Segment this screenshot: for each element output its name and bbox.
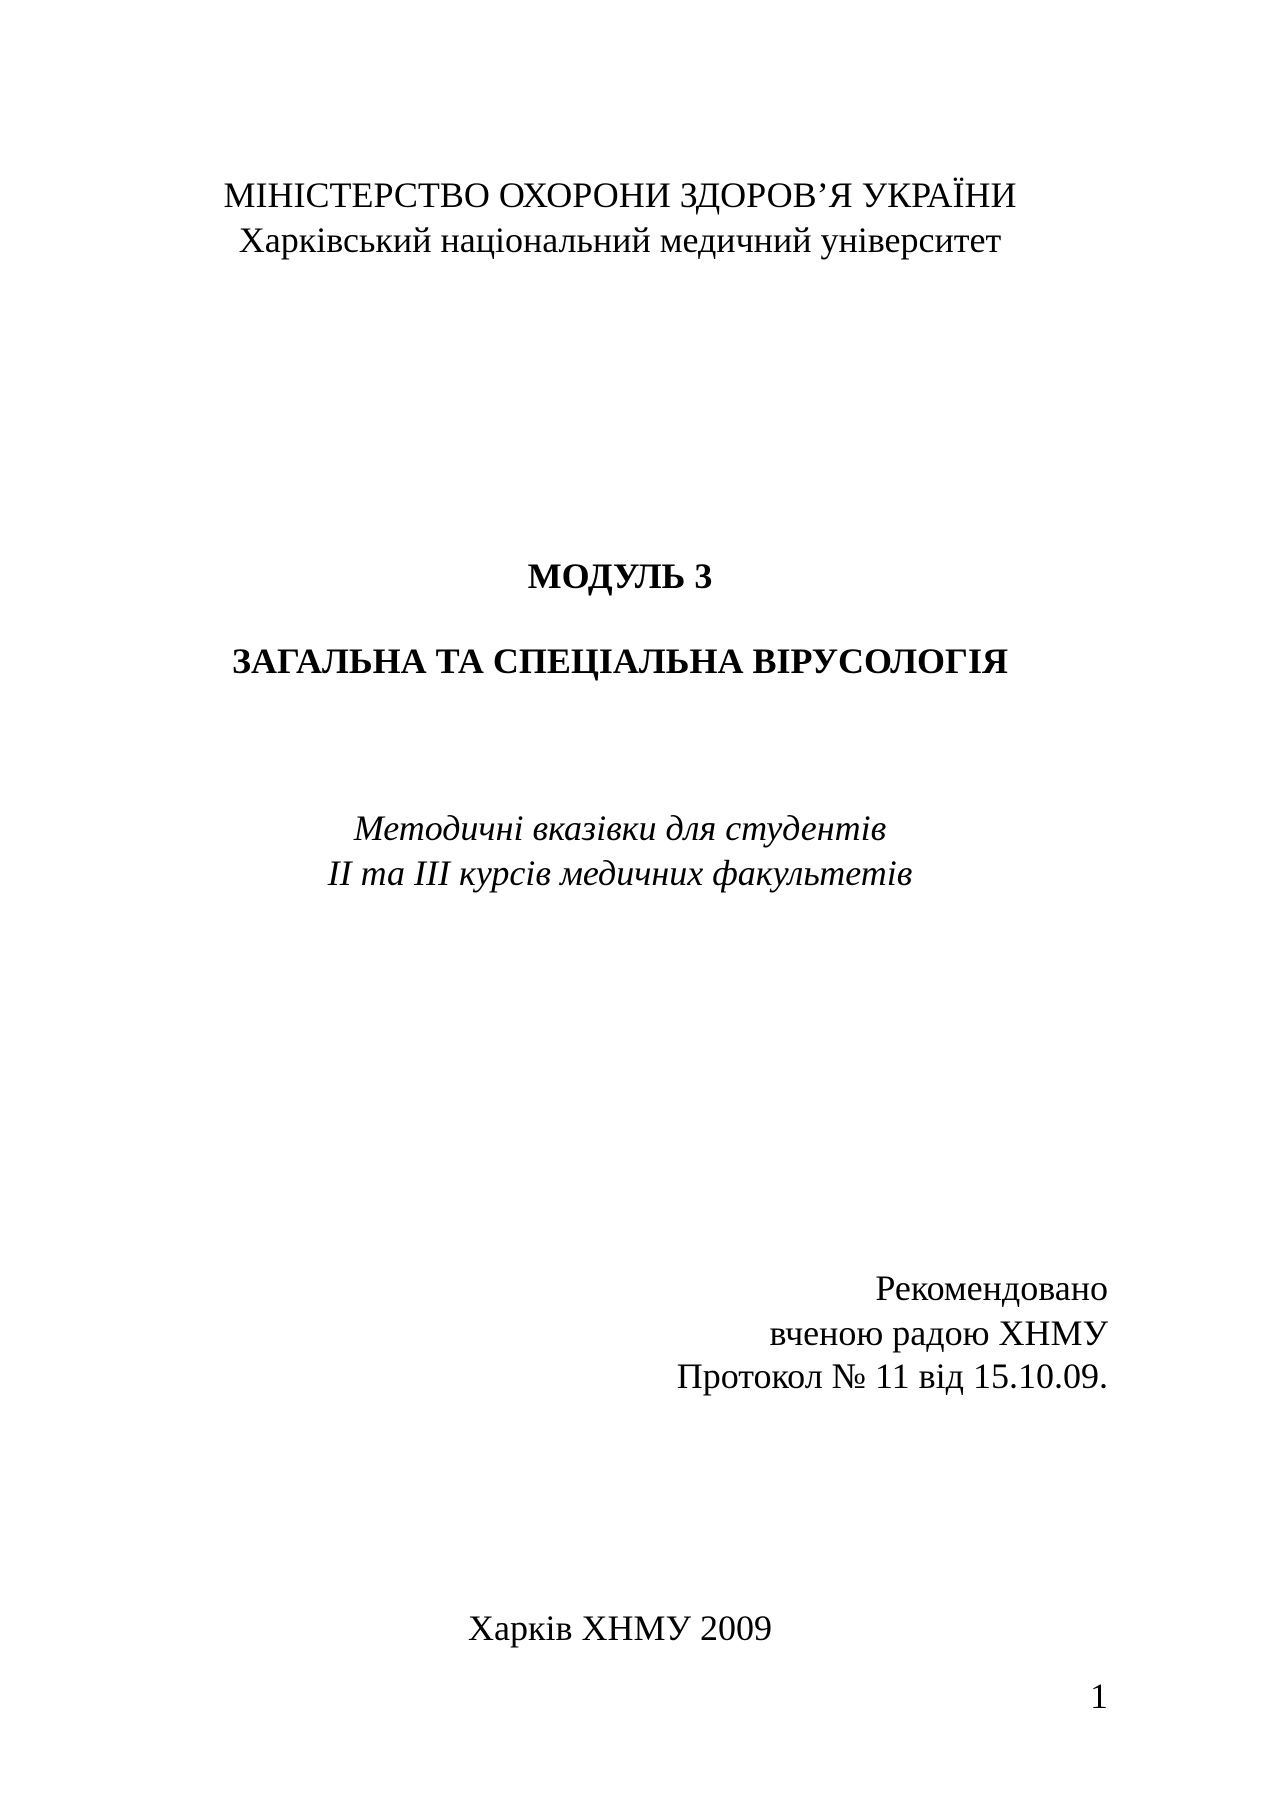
- subject-title: ЗАГАЛЬНА ТА СПЕЦІАЛЬНА ВІРУСОЛОГІЯ: [232, 641, 1008, 681]
- subtitle-line-2: ІІ та ІІІ курсів медичних факультетів: [327, 853, 913, 893]
- place-year: Харків ХНМУ 2009: [468, 1608, 772, 1648]
- university-name: Харківський національний медичний університет: [238, 220, 1002, 260]
- page-number: 1: [1090, 1676, 1108, 1716]
- approval-protocol: Протокол № 11 від 15.10.09.: [676, 1356, 1108, 1396]
- module-title: МОДУЛЬ 3: [527, 556, 713, 596]
- approval-recommended: Рекомендовано: [875, 1268, 1108, 1308]
- subtitle-line-1: Методичні вказівки для студентів: [353, 808, 887, 848]
- approval-council: вченою радою ХНМУ: [769, 1313, 1108, 1353]
- ministry-heading: МІНІСТЕРСТВО ОХОРОНИ ЗДОРОВ’Я УКРАЇНИ: [223, 175, 1017, 215]
